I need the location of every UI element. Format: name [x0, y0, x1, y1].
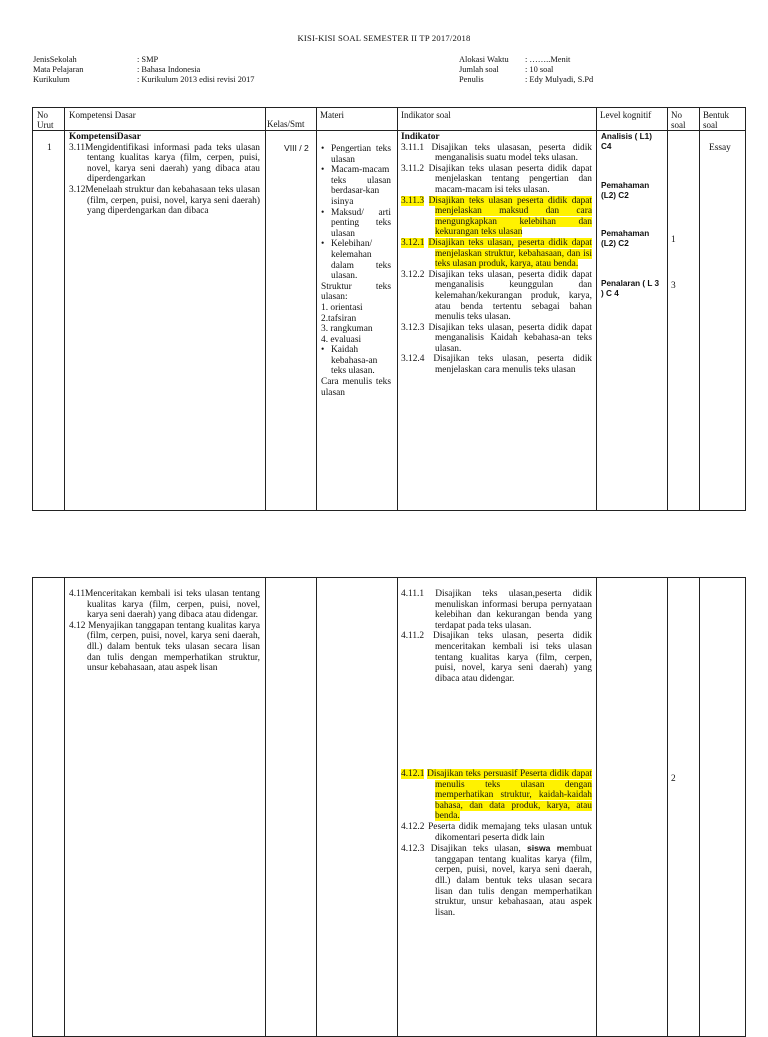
indikator-item-highlighted: 3.11.3 Disajikan teks ulasan peserta didik dapat menjelaskan maksud dan cara mengungkapkan kelebihan dan kekurangan teks ulasan [401, 195, 592, 238]
header-kelas: Kelas/Smt [267, 119, 305, 129]
indikator-heading: Indikator [401, 132, 440, 142]
meta-row-school: JenisSekolah : SMP [33, 55, 159, 64]
row-number: 1 [47, 143, 52, 153]
level-analisis: Analisis ( L1) C4 [601, 132, 652, 151]
materi-item: • Pengertian teks ulasan [321, 144, 391, 165]
header-no-urut: No Urut [37, 110, 54, 130]
indikator-item: 4.12.2 Peserta didik memajang teks ulasan untuk dikomentari peserta didk lain [401, 821, 592, 843]
meta-row-subject: Mata Pelajaran : Bahasa Indonesia [33, 64, 201, 74]
level-pemahaman: Pemahaman (L2) C2 [601, 181, 650, 200]
materi-list-item: 3. rangkuman [321, 324, 373, 335]
indikator-item: 3.12.2 Disajikan teks ulasan, peserta didik dapat menganalisis keunggulan dan kelemahan/kekurangan produk, karya, atau benda tertentu sebagai bahan menulis teks ulasan. [401, 269, 593, 323]
header-indikator: Indikator soal [401, 110, 451, 120]
kd-cell [69, 132, 260, 217]
materi-item: • Maksud/ arti penting teks ulasan [321, 208, 391, 240]
materi-list-item: 2.tafsiran [321, 313, 357, 324]
header-bentuk: Bentuk soal [703, 110, 729, 130]
kelas-value: VIII / 2 [284, 143, 309, 153]
no-soal-value: 3 [671, 281, 676, 291]
indikator-cell [401, 132, 592, 376]
bentuk-soal-value: Essay [709, 143, 731, 153]
indikator-cell [401, 589, 592, 684]
kd-item: 3.11Mengidentifikasi informasi pada teks ulasan tentang kualitas karya (film, cerpen, puisi, novel, karya seni daerah) yang dibaca atau diperdengarkan [69, 142, 260, 185]
materi-tail: Cara menulis teks ulasan [321, 377, 391, 398]
materi-item: • Kaidah kebahasa-an teks ulasan. [321, 345, 391, 377]
level-penalaran: Penalaran ( L 3 ) C 4 [601, 279, 660, 298]
materi-cell [321, 144, 391, 398]
materi-item: • Macam-macam teks ulasan berdasar-kan isinya [321, 165, 391, 207]
indikator-item-highlighted: 4.12.1 Disajikan teks persuasif Peserta didik dapat menulis teks ulasan dengan memperhatikan struktur, kaidah-kaidah bahasa, dan data produk, karya, atau benda. [401, 769, 592, 822]
meta-row-count: Jumlah soal : 10 soal [459, 64, 554, 74]
indikator-item: 3.11.2 Disajikan teks ulasan peserta didik dapat menjelaskan tentang pengertian dan macam-macam isi teks ulasan. [401, 163, 592, 195]
meta-row-author: Penulis : Edy Mulyadi, S.Pd [459, 74, 594, 84]
indikator-item: 4.11.2 Disajikan teks ulasan, peserta didik menceritakan kembali isi teks ulasan tentang kualitas karya (film, cerpen, puisi, novel, karya seni daerah) yang dibaca atau didengar. [401, 631, 592, 684]
indikator-cell-lower [401, 769, 592, 918]
indikator-item-highlighted: 3.12.1 Disajikan teks ulasan, peserta didik dapat menjelaskan struktur, kebahasaan, dan isi teks ulasan produk, karya, atau benda. [401, 237, 593, 270]
indikator-item: 3.12.4 Disajikan teks ulasan, peserta didik menjelaskan cara menulis teks ulasan [401, 354, 592, 376]
meta-left [33, 55, 254, 84]
kd-item: 4.11Menceritakan kembali isi teks ulasan tentang kualitas karya (film, cerpen, puisi, novel, karya seni daerah) yang dibaca atau didengar. [69, 589, 260, 621]
meta-row-time: Alokasi Waktu : ……..Menit [459, 55, 571, 64]
kd-cell [69, 589, 260, 674]
document-title: KISI-KISI SOAL SEMESTER II TP 2017/2018 [297, 33, 471, 43]
meta-row-curriculum: Kurikulum : Kurikulum 2013 edisi revisi 2017 [33, 74, 255, 84]
no-soal-value: 2 [671, 774, 676, 784]
kd-item: 3.12Menelaah struktur dan kebahasaan teks ulasan (film, cerpen, puisi, novel, karya seni daerah) yang diperdengarkan dan dibaca [69, 184, 260, 217]
no-soal-value: 1 [671, 235, 676, 245]
materi-struktur: Struktur teks ulasan: [321, 281, 391, 303]
header-level: Level kognitif [600, 110, 652, 120]
table-page-2 [32, 577, 746, 1037]
materi-item: • Kelebihan/ kelemahan dalam teks ulasan. [321, 239, 391, 281]
kd-item: 4.12 Menyajikan tanggapan tentang kualitas karya (film, cerpen, puisi, novel, karya seni daerah, dll.) dalam bentuk teks ulasan secara lisan dan tulis dengan memperhatikan struktur, unsur kebahasaan, atau aspek lisan [69, 620, 260, 674]
indikator-item: 3.11.1 Disajikan teks ulasasan, peserta didik menganalisis suatu model teks ulasan. [401, 142, 592, 164]
materi-list-item: 4. evaluasi [321, 334, 362, 345]
indikator-item: 4.12.3 Disajikan teks ulasan, siswa membuat tanggapan tentang kualitas karya (film, cerpen, puisi, novel, karya seni daerah, dll.) dalam bentuk teks ulasan secara lisan dan tulis dengan memperhatikan struktur, unsur kebahasaan, atau aspek lisan. [401, 843, 593, 918]
header-no-soal: No soal [671, 110, 686, 130]
level-pemahaman: Pemahaman (L2) C2 [601, 229, 650, 248]
materi-list-item: 1. orientasi [321, 302, 363, 313]
indikator-item: 3.12.3 Disajikan teks ulasan, peserta didik dapat menganalisis Kaidah kebahasa-an teks ulasan. [401, 322, 593, 354]
header-materi: Materi [320, 110, 344, 120]
indikator-item: 4.11.1 Disajikan teks ulasan,peserta didik menuliskan informasi berupa pernyataan kelebihan dan kekurangan benda yang terdapat pada teks ulasan. [401, 589, 592, 631]
kd-heading: KompetensiDasar [69, 132, 141, 142]
table-page-1 [32, 107, 746, 511]
meta-right [459, 55, 593, 84]
header-kompetensi-dasar: Kompetensi Dasar [69, 110, 136, 120]
